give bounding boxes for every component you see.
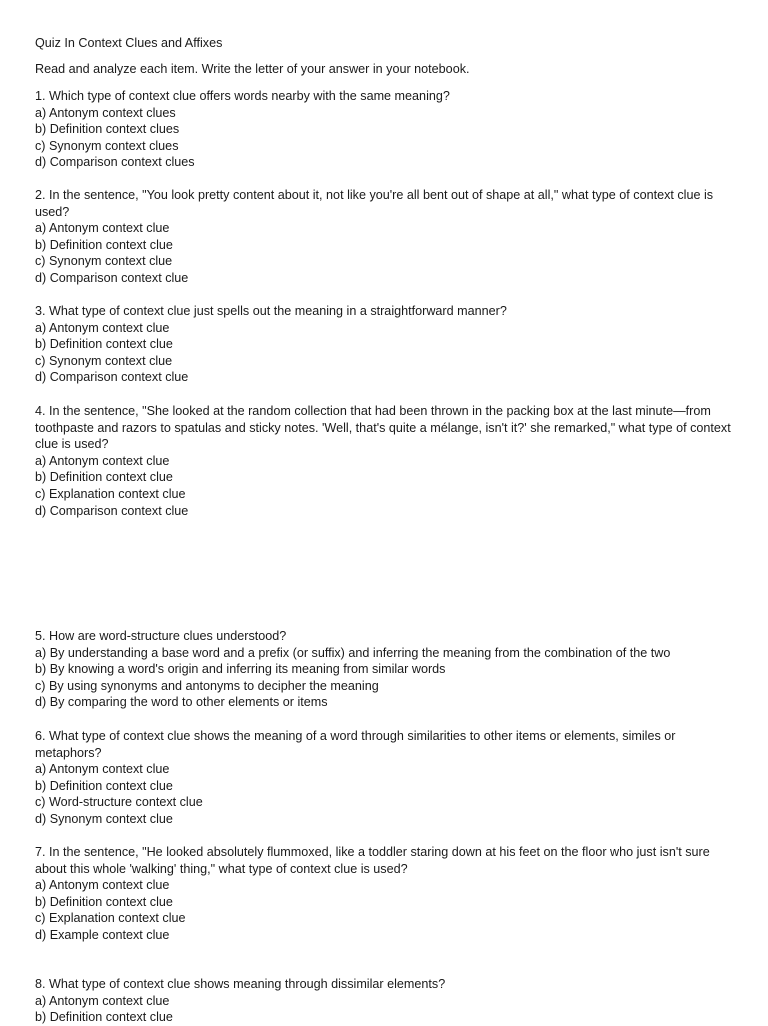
answer-option: d) By comparing the word to other elements or items	[35, 695, 328, 710]
question-4	[35, 403, 738, 519]
answer-option: b) Definition context clue	[35, 778, 173, 793]
question-8	[35, 976, 738, 1026]
answer-option: d) Comparison context clue	[35, 270, 189, 285]
answer-option: b) Definition context clue	[35, 894, 173, 909]
question-text: 7. In the sentence, "He looked absolutely flummoxed, like a toddler staring down at his feet on the floor who just isn't sure about this whole 'walking' thing," what type of context clue is used?	[35, 845, 710, 876]
answer-option: c) By using synonyms and antonyms to decipher the meaning	[35, 678, 379, 693]
answer-option: b) Definition context clue	[35, 337, 173, 352]
answer-option: c) Synonym context clues	[35, 138, 179, 153]
question-text: 2. In the sentence, "You look pretty content about it, not like you're all bent out of shape at all," what type of context clue is used?	[35, 188, 714, 219]
answer-option: c) Synonym context clue	[35, 353, 173, 368]
answer-option: a) By understanding a base word and a prefix (or suffix) and inferring the meaning from the combination of the two	[35, 645, 671, 660]
answer-option: b) Definition context clue	[35, 470, 173, 485]
answer-option: c) Word-structure context clue	[35, 795, 203, 810]
answer-option: a) Antonym context clue	[35, 993, 170, 1008]
answer-option: a) Antonym context clue	[35, 320, 170, 335]
question-1	[35, 88, 738, 171]
answer-option: a) Antonym context clue	[35, 453, 170, 468]
answer-option: d) Comparison context clues	[35, 155, 195, 170]
question-5	[35, 628, 738, 711]
question-text: 3. What type of context clue just spells out the meaning in a straightforward manner?	[35, 304, 507, 318]
answer-option: a) Antonym context clues	[35, 105, 176, 120]
answer-option: b) Definition context clues	[35, 122, 180, 137]
question-7	[35, 844, 738, 944]
answer-option: d) Synonym context clue	[35, 811, 173, 826]
question-2	[35, 187, 738, 287]
answer-option: d) Comparison context clue	[35, 370, 189, 385]
answer-option: a) Antonym context clue	[35, 221, 170, 236]
question-text: 8. What type of context clue shows meaning through dissimilar elements?	[35, 977, 446, 991]
answer-option: b) By knowing a word's origin and inferring its meaning from similar words	[35, 662, 446, 677]
answer-option: d) Example context clue	[35, 927, 170, 942]
quiz-title: Quiz In Context Clues and Affixes	[35, 36, 223, 50]
answer-option: c) Synonym context clue	[35, 254, 173, 269]
answer-option: c) Explanation context clue	[35, 911, 186, 926]
question-text: 5. How are word-structure clues understood?	[35, 629, 287, 643]
question-text: 1. Which type of context clue offers words nearby with the same meaning?	[35, 89, 450, 103]
question-text: 4. In the sentence, "She looked at the random collection that had been thrown in the packing box at the last minute—from toothpaste and razors to spatulas and sticky notes. 'Well, that's quite a mélange, isn't it?' she remarked," what type of context clue is used?	[35, 404, 731, 452]
question-3	[35, 303, 738, 386]
question-text: 6. What type of context clue shows the meaning of a word through similarities to other items or elements, similes or metaphors?	[35, 729, 676, 760]
answer-option: a) Antonym context clue	[35, 762, 170, 777]
answer-option: d) Comparison context clue	[35, 503, 189, 518]
answer-option: c) Explanation context clue	[35, 486, 186, 501]
question-6	[35, 728, 738, 828]
answer-option: a) Antonym context clue	[35, 878, 170, 893]
answer-option: b) Definition context clue	[35, 237, 173, 252]
quiz-instructions: Read and analyze each item. Write the letter of your answer in your notebook.	[35, 62, 470, 76]
answer-option: b) Definition context clue	[35, 1010, 173, 1025]
